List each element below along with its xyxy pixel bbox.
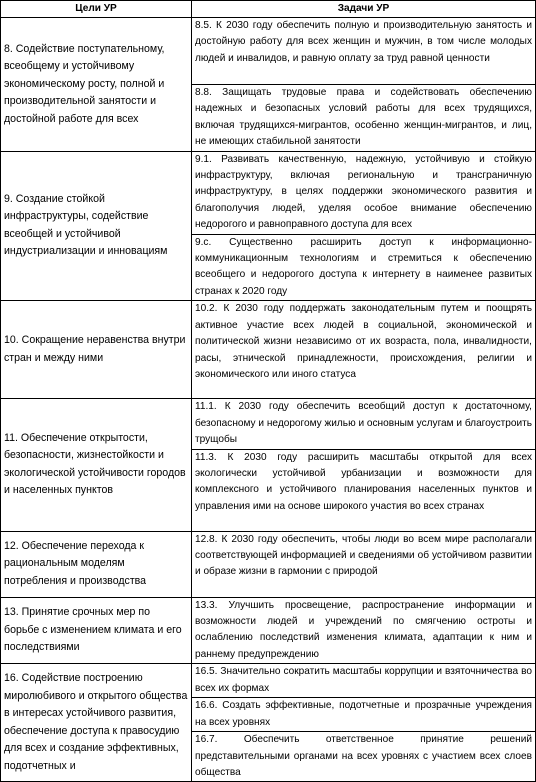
table-row [1, 18, 536, 85]
task-cell: 12.8. К 2030 году обеспечить, чтобы люди во всем мире располагали соответствующей информацией и сведениями об устойчивом развитии и образе жизни в гармонии с природой [192, 531, 536, 597]
task-cell: 10.2. К 2030 году поддержать законодательным путем и поощрять активное участие всех людей в социальной, экономической и политической жизни независимо от их возраста, пола, инвалидности, расы, этнической принадлежности, происхождения, религии и экономического или иного статуса [192, 301, 536, 399]
task-cell: 13.3. Улучшить просвещение, распространение информации и возможности людей и учреждений по смягчению остроты и ослаблению последствий изменения климата, адаптации к ним и раннему предупреждению [192, 597, 536, 664]
task-cell: 11.1. К 2030 году обеспечить всеобщий доступ к достаточному, безопасному и недорогому жилью и основным услугам и благоустроить трущобы [192, 399, 536, 449]
task-cell: 16.5. Значительно сократить масштабы коррупции и взяточничества во всех их формах [192, 664, 536, 698]
goal-cell: 13. Принятие срочных мер по борьбе с изменением климата и его последствиями [1, 597, 192, 664]
goal-cell: 9. Создание стойкой инфраструктуры, содействие всеобщей и устойчивой индустриализации и инновациям [1, 151, 192, 301]
table-row [1, 531, 536, 597]
table-row [1, 399, 536, 449]
table-row [1, 597, 536, 664]
goal-cell: 8. Содействие поступательному, всеобщему и устойчивому экономическому росту, полной и производительной занятости и достойной работе для всех [1, 18, 192, 152]
task-cell: 11.3. К 2030 году расширить масштабы открытой для всех экологически устойчивой урбанизации и возможности для комплексного и устойчивого планирования населенных пунктов и управления ими на основе широкого участия во всех странах [192, 449, 536, 531]
table-row [1, 301, 536, 399]
table-row [1, 151, 536, 234]
goal-cell: 16. Содействие построению миролюбивого и открытого общества в интересах устойчивого развития, обеспечение доступа к правосудию для всех и создание эффективных, подотчетных и [1, 664, 192, 782]
task-cell: 8.5. К 2030 году обеспечить полную и производительную занятость и достойную работу для всех женщин и мужчин, в том числе молодых людей и инвалидов, и равную оплату за труд равной ценности [192, 18, 536, 85]
goal-cell: 10. Сокращение неравенства внутри стран и между ними [1, 301, 192, 399]
task-cell: 8.8. Защищать трудовые права и содействовать обеспечению надежных и безопасных условий работы для всех трудящихся, включая трудящихся-мигрантов, особенно женщин-мигрантов, и лиц, не имеющих стабильной занятости [192, 85, 536, 152]
header-tasks: Задачи УР [192, 1, 536, 18]
goal-cell: 11. Обеспечение открытости, безопасности, жизнестойкости и экологической устойчивости городов и населенных пунктов [1, 399, 192, 531]
task-cell: 16.6. Создать эффективные, подотчетные и прозрачные учреждения на всех уровнях [192, 698, 536, 732]
task-cell: 16.7. Обеспечить ответственное принятие решений представительными органами на всех уровнях с участием всех слоев общества [192, 732, 536, 782]
table-header-row [1, 1, 536, 18]
header-goals: Цели УР [1, 1, 192, 18]
table-row [1, 664, 536, 698]
task-cell: 9.1. Развивать качественную, надежную, устойчивую и стойкую инфраструктуру, включая региональную и трансграничную инфраструктуру, в целях поддержки экономического развития и благополучия людей, уделяя особое внимание обеспечению недорогого и равноправного доступа для всех [192, 151, 536, 234]
goal-cell: 12. Обеспечение перехода к рациональным моделям потребления и производства [1, 531, 192, 597]
task-cell: 9.c. Существенно расширить доступ к информационно-коммуникационным технологиям и стремиться к обеспечению всеобщего и недорогого доступа к интернету в наименее развитых странах к 2020 году [192, 234, 536, 301]
